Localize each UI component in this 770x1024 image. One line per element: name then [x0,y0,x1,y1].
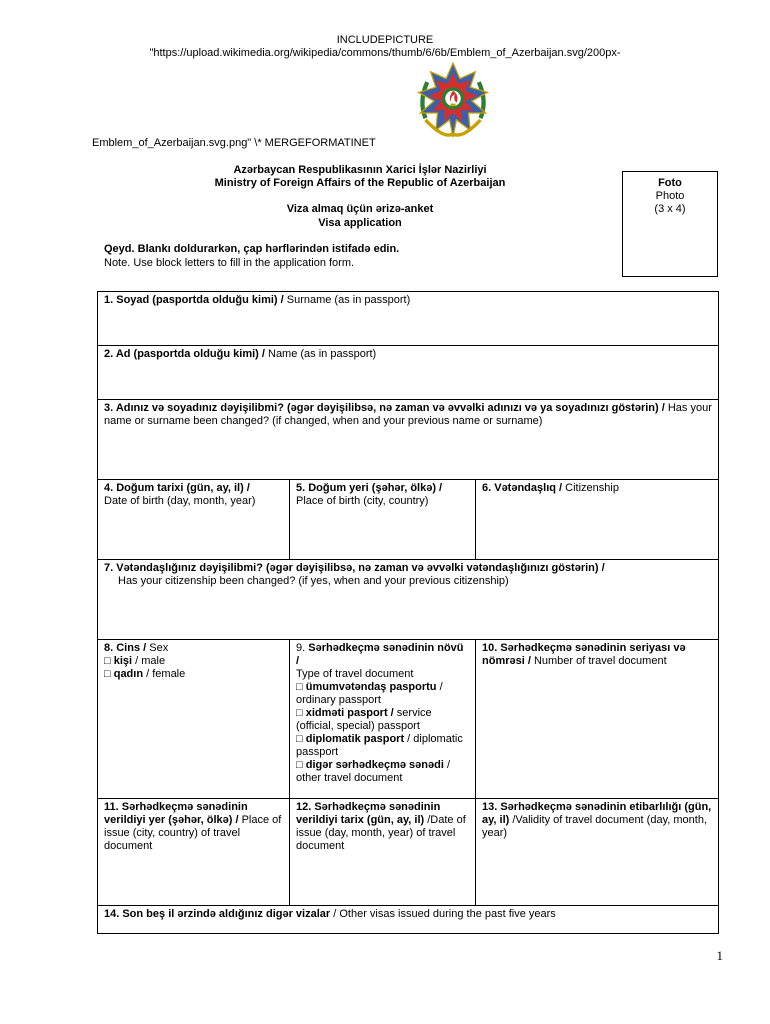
doc-ordinary-az: ümumvətəndaş pasportu [305,681,437,693]
field-date-of-birth[interactable] [98,480,290,560]
field-doc-number-label-en: Number of travel document [530,655,667,667]
field-validity[interactable] [476,799,719,906]
include-picture-line2: "https://upload.wikimedia.org/wikipedia/commons/thumb/6/6b/Emblem_of_Azerbaijan.svg/200px- [149,47,621,59]
photo-size: (3 x 4) [654,203,686,215]
photo-label-en: Photo [655,190,685,202]
field-travel-document-type [290,640,476,799]
sex-option-female[interactable] [104,668,283,681]
field-dob-label-en: Date of birth (day, month, year) [104,495,256,507]
field-name[interactable] [98,346,719,400]
photo-box[interactable] [622,171,718,277]
doc-ordinary-en: / ordinary passport [296,681,443,706]
doc-diplomatic-en: / diplomatic passport [296,733,463,758]
field-other-visas-label-en: / Other visas issued during the past five years [330,908,556,920]
field-sex [98,640,290,799]
checkbox-other[interactable]: □ [296,759,303,771]
doc-other-az: digər sərhədkeçmə sənədi [305,759,444,771]
checkbox-male[interactable]: □ [104,655,111,667]
field-citizenship-label-en: Citizenship [562,482,619,494]
field-sex-label-az: 8. Cins / [104,642,147,654]
doc-type-option-service[interactable] [296,707,469,733]
field-name-label-az: 2. Ad (pasportda olduğu kimi) / [104,348,265,360]
field-other-visas-label-az: 14. Son beş il ərzində aldığınız digər vizalar [104,908,331,920]
field-name-label-en: Name (as in passport) [264,348,377,360]
checkbox-diplomatic[interactable]: □ [296,733,303,745]
doc-type-option-other[interactable] [296,759,469,785]
photo-label-az: Foto [658,177,682,189]
checkbox-service[interactable]: □ [296,707,303,719]
field-date-of-issue[interactable] [290,799,476,906]
sex-option-male[interactable] [104,655,283,668]
field-date-of-issue-label-en: /Date of issue (day, month, year) of travel document [296,814,466,852]
sex-male-en: / male [132,655,166,667]
field-name-changed-label-az: 3. Adınız və soyadınız dəyişilibmi? (əgər dəyişilibsə, nə zaman və əvvəlki adınızı və ya soyadınızı göstərin) / [104,402,665,414]
doc-service-az: xidməti pasport / [305,707,394,719]
sex-female-az: qadın [113,668,144,680]
field-surname[interactable] [98,292,719,346]
note-en: Note. Use block letters to fill in the application form. [104,257,355,269]
field-name-changed-label-en: Has your name or surname been changed? (if changed, when and your previous name or surname) [104,402,712,427]
field-place-of-issue[interactable] [98,799,290,906]
visa-application-form [97,291,719,934]
doc-type-option-ordinary[interactable] [296,681,469,707]
field-citizenship-changed[interactable] [98,560,719,640]
field-doc-type-num: 9. [296,642,306,654]
ministry-title-az: Azərbaycan Respublikasının Xarici İşlər Nazirliyi [233,164,487,176]
field-travel-document-number[interactable] [476,640,719,799]
field-validity-label-az: 13. Sərhədkeçmə sənədinin etibarlılığı (gün, ay, il) [482,801,712,826]
application-title-en: Visa application [318,217,402,229]
sex-female-en: / female [143,668,186,680]
field-other-visas[interactable] [98,906,719,934]
field-validity-label-en: /Validity of travel document (day, month, year) [482,814,707,839]
field-doc-type-label-en: Type of travel document [296,668,414,680]
field-place-of-issue-label-en: Place of issue (city, country) of travel document [104,814,282,852]
checkbox-female[interactable]: □ [104,668,111,680]
field-place-of-issue-label-az: 11. Sərhədkeçmə sənədinin verildiyi yer (şəhər, ölkə) / [104,801,248,826]
field-date-of-issue-label-az: 12. Sərhədkeçmə sənədinin verildiyi tarix (gün, ay, il) [296,801,441,826]
doc-diplomatic-az: diplomatik pasport [305,733,405,745]
field-citizenship[interactable] [476,480,719,560]
field-citizenship-label-az: 6. Vətəndaşlıq / [482,482,563,494]
field-citizenship-changed-label-en: Has your citizenship been changed? (if yes, when and your previous citizenship) [118,575,509,587]
application-title-az: Viza almaq üçün ərizə-anket [286,203,434,215]
doc-other-en: / other travel document [296,759,451,784]
doc-type-option-diplomatic[interactable] [296,733,469,759]
doc-service-en: service (official, special) passport [296,707,432,732]
field-dob-label-az: 4. Doğum tarixi (gün, ay, il) / [104,482,250,494]
azerbaijan-emblem [410,58,496,144]
include-picture-line1: INCLUDEPICTURE [336,34,434,46]
field-place-of-birth[interactable] [290,480,476,560]
include-picture-line3: Emblem_of_Azerbaijan.svg.png" \* MERGEFORMATINET [92,137,376,149]
page-number: 1 [716,948,723,963]
ministry-title-en: Ministry of Foreign Affairs of the Republic of Azerbaijan [214,177,506,189]
field-doc-type-label-az: Sərhədkeçmə sənədinin növü / [296,642,464,667]
field-surname-label-az: 1. Soyad (pasportda olduğu kimi) / [104,294,284,306]
field-citizenship-changed-label-az: 7. Vətəndaşlığınız dəyişilibmi? (əgər dəyişilibsə, nə zaman və əvvəlki vətəndaşlığınızı göstərin) / [104,562,605,574]
field-sex-label-en: Sex [146,642,169,654]
field-doc-number-label-az: 10. Sərhədkeçmə sənədinin seriyası və nömrəsi / [482,642,686,667]
sex-male-az: kişi [113,655,133,667]
field-pob-label-az: 5. Doğum yeri (şəhər, ölkə) / [296,482,443,494]
field-surname-label-en: Surname (as in passport) [283,294,411,306]
field-name-changed[interactable] [98,400,719,480]
field-pob-label-en: Place of birth (city, country) [296,495,429,507]
note-az: Qeyd. Blankı doldurarkən, çap hərflərindən istifadə edin. [104,243,400,255]
checkbox-ordinary[interactable]: □ [296,681,303,693]
